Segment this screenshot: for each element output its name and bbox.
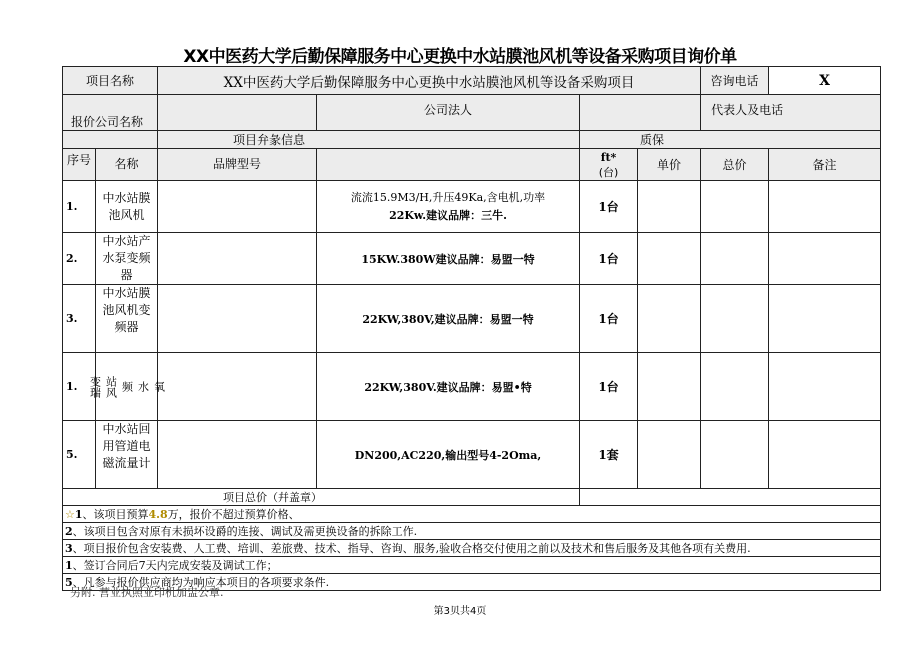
document-title: XX中医药大学后勤保障服务中心更换中水站膜池风机等设备采购项目询价单 bbox=[183, 47, 737, 67]
total-price-cell[interactable] bbox=[701, 353, 769, 421]
consult-phone-value: X bbox=[769, 67, 881, 95]
total-price-cell[interactable] bbox=[701, 181, 769, 233]
item-spec: 22KW,380V,建议品牌：易盟一特 bbox=[317, 285, 580, 353]
item-spec: 22KW,380V.建议品牌：易盟•特 bbox=[317, 353, 580, 421]
item-spec: 流流15.9M3/H,升压49Ka,含电机,功率 22Kw.建议品牌：三牛. bbox=[317, 181, 580, 233]
note-item: 5、凡参与报价供应商均为响应本项目的各项要求条件. bbox=[63, 574, 881, 591]
remark-cell[interactable] bbox=[769, 285, 881, 353]
project-name-label: 项目名称 bbox=[63, 67, 158, 95]
table-row: 3. 中水站膜池风机变频器 22KW,380V,建议品牌：易盟一特 1台 bbox=[63, 285, 881, 353]
col-name: 名称 bbox=[96, 149, 158, 181]
item-spec: 15KW.380W建议品牌：易盟一特 bbox=[317, 233, 580, 285]
note-item: 2、该项目包含对原有未损坏设爵的连接、调试及需更换设备的拆除工作. bbox=[63, 523, 881, 540]
remark-cell[interactable] bbox=[769, 353, 881, 421]
table-row: 5. 中水站回用管道电磁流量计 DN200,AC220,输出型号4-2Oma, 1套 bbox=[63, 421, 881, 489]
table-row: 1. 中水站膜池风机 流流15.9M3/H,升压49Ka,含电机,功率 22Kw.建议品牌：三牛. 1台 bbox=[63, 181, 881, 233]
remark-cell[interactable] bbox=[769, 181, 881, 233]
item-qty: 1台 bbox=[580, 285, 638, 353]
col-total-price: 总价 bbox=[701, 149, 769, 181]
quotation-table bbox=[62, 66, 881, 591]
unit-price-cell[interactable] bbox=[638, 285, 701, 353]
rep-phone-label: 代表人及电话 bbox=[701, 95, 881, 131]
unit-price-cell[interactable] bbox=[638, 353, 701, 421]
item-name: 中水站膜池风机变频器 bbox=[96, 285, 158, 353]
note-item: 3、项目报价包含安装费、人工费、培训、差旅费、技术、指导、咨询、服务,验收合格交付使用之前以及技术和售后服务及其他各项有关费用. bbox=[63, 540, 881, 557]
item-qty: 1台 bbox=[580, 353, 638, 421]
item-name: 中水站回用管道电磁流量计 bbox=[96, 421, 158, 489]
item-name: 变瑞 站风 频 水 氧 bbox=[96, 353, 158, 421]
total-price-cell[interactable] bbox=[701, 285, 769, 353]
total-price-cell[interactable] bbox=[701, 233, 769, 285]
attachment-note: 另附. 营业执照亚印机加盅公章. bbox=[70, 586, 224, 599]
item-spec: DN200,AC220,输出型号4-2Oma, bbox=[317, 421, 580, 489]
item-qty: 1套 bbox=[580, 421, 638, 489]
warranty-info-label: 项目弁彖信息 bbox=[158, 131, 580, 149]
table-row: 1. 变瑞 站风 频 水 氧 22KW,380V.建议品牌：易盟•特 1台 bbox=[63, 353, 881, 421]
company-name-field[interactable] bbox=[158, 95, 317, 131]
unit-price-cell[interactable] bbox=[638, 421, 701, 489]
col-qty: ft* (台) bbox=[580, 149, 638, 181]
note-item: ☆1、该项目预算4.8万，报价不超过预算价格、 bbox=[63, 506, 881, 523]
unit-price-cell[interactable] bbox=[638, 181, 701, 233]
item-qty: 1台 bbox=[580, 181, 638, 233]
total-label: 项目总价（幷盖章） bbox=[63, 489, 580, 506]
legal-person-field[interactable] bbox=[580, 95, 701, 131]
project-name-value: XX中医药大学后勤保障服务中心更换中水站膜池风机等设备采购项目 bbox=[158, 67, 701, 95]
consult-phone-label: 咨询电话 bbox=[701, 67, 769, 95]
company-name-label: 报价公司名称 bbox=[63, 95, 158, 131]
col-brand: 品牌型号 bbox=[158, 149, 317, 181]
remark-cell[interactable] bbox=[769, 233, 881, 285]
item-name: 中水站膜池风机 bbox=[96, 181, 158, 233]
col-seq: 序号 bbox=[63, 149, 96, 181]
table-row: 2. 中水站产水泵变频器 15KW.380W建议品牌：易盟一特 1台 bbox=[63, 233, 881, 285]
legal-person-label: 公司法人 bbox=[317, 95, 580, 131]
remark-cell[interactable] bbox=[769, 421, 881, 489]
unit-price-cell[interactable] bbox=[638, 233, 701, 285]
col-remark: 备注 bbox=[769, 149, 881, 181]
total-price-cell[interactable] bbox=[701, 421, 769, 489]
item-name: 中水站产水泵变频器 bbox=[96, 233, 158, 285]
note-item: 1、签订合同后7天内完成安装及调试工作； bbox=[63, 557, 881, 574]
warranty-label: 质保 bbox=[580, 131, 881, 149]
col-unit-price: 单价 bbox=[638, 149, 701, 181]
item-qty: 1台 bbox=[580, 233, 638, 285]
total-price-field[interactable] bbox=[580, 489, 881, 506]
page-footer: 第3贝共4页 bbox=[433, 606, 487, 617]
